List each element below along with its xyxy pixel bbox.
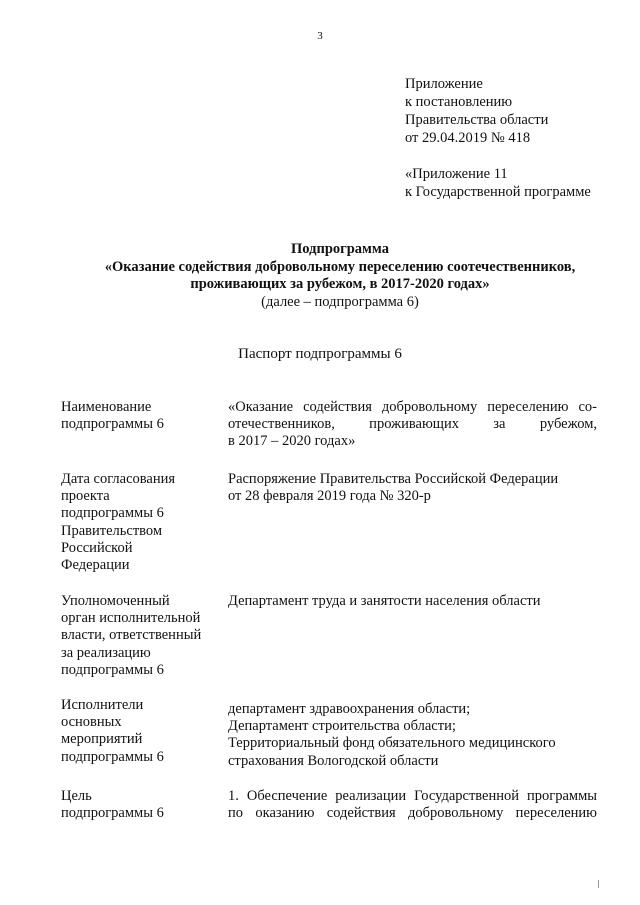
label-line: основных [61, 714, 122, 731]
label-line: Федерации [61, 557, 130, 574]
label-line: Дата согласования [61, 471, 176, 487]
appendix-ref-line: «Приложение 11 [405, 166, 508, 182]
label-line: Уполномоченный [61, 593, 170, 609]
label-line: орган исполнительной [61, 610, 201, 627]
passport-title: Паспорт подпрограммы 6 [238, 346, 402, 362]
appendix-line: Приложение [405, 76, 483, 92]
value-line: Территориальный фонд обязательного медицинского [228, 735, 556, 752]
heading-note: (далее – подпрограмма 6) [261, 293, 419, 310]
label-line: Правительством [61, 522, 163, 539]
scan-margin-mark [598, 880, 599, 888]
label-line: мероприятий [61, 731, 143, 748]
row-label [61, 471, 221, 574]
row-value [228, 788, 597, 822]
value-line: по оказанию содействия добровольному переселению [228, 805, 597, 822]
label-line: подпрограммы 6 [61, 748, 164, 765]
label-line: за реализацию [61, 644, 151, 661]
row-value [228, 399, 597, 451]
value-line: отечественников, проживающих за рубежом, [228, 416, 597, 433]
appendix-line: Правительства области [405, 112, 549, 128]
label-line: подпрограммы 6 [61, 805, 164, 822]
row-label [61, 788, 221, 822]
value-line: страхования Вологодской области [228, 752, 439, 769]
heading-name-line: проживающих за рубежом, в 2017-2020 годах» [190, 276, 490, 292]
page-number: 3 [317, 30, 323, 42]
label-line: Исполнители [61, 697, 144, 713]
value-line: Распоряжение Правительства Российской Федерации [228, 471, 559, 487]
value-line: департамент здравоохранения области; [228, 701, 471, 717]
label-line: подпрограммы 6 [61, 505, 164, 522]
subprogram-heading [40, 241, 640, 311]
label-line: подпрограммы 6 [61, 416, 164, 433]
row-value [228, 701, 597, 770]
label-line: подпрограммы 6 [61, 661, 164, 678]
heading-name-line: «Оказание содействия добровольному переселению соотечественников, [104, 258, 576, 275]
value-line: 1. Обеспечение реализации Государственной программы [228, 788, 597, 804]
label-line: Цель [61, 788, 92, 804]
value-line: в 2017 – 2020 годах» [228, 433, 356, 450]
row-label [61, 399, 221, 433]
value-line: Департамент труда и занятости населения области [228, 593, 541, 609]
label-line: власти, ответственный [61, 627, 202, 644]
value-line: от 28 февраля 2019 года № 320-р [228, 488, 431, 505]
row-value [228, 471, 597, 505]
label-line: проекта [61, 488, 110, 505]
label-line: Наименование [61, 399, 152, 415]
appendix-ref-block [405, 165, 591, 201]
appendix-ref-line: к Государственной программе [405, 184, 591, 200]
row-label [61, 593, 221, 679]
value-line: Департамент строительства области; [228, 718, 456, 735]
appendix-line: к постановлению [405, 94, 513, 110]
appendix-block [405, 75, 548, 147]
value-line: «Оказание содействия добровольному переселению со- [228, 399, 597, 415]
appendix-line: от 29.04.2019 № 418 [405, 130, 531, 146]
heading-title: Подпрограмма [291, 241, 389, 257]
row-label [61, 697, 221, 766]
label-line: Российской [61, 539, 133, 556]
row-value [228, 593, 597, 610]
